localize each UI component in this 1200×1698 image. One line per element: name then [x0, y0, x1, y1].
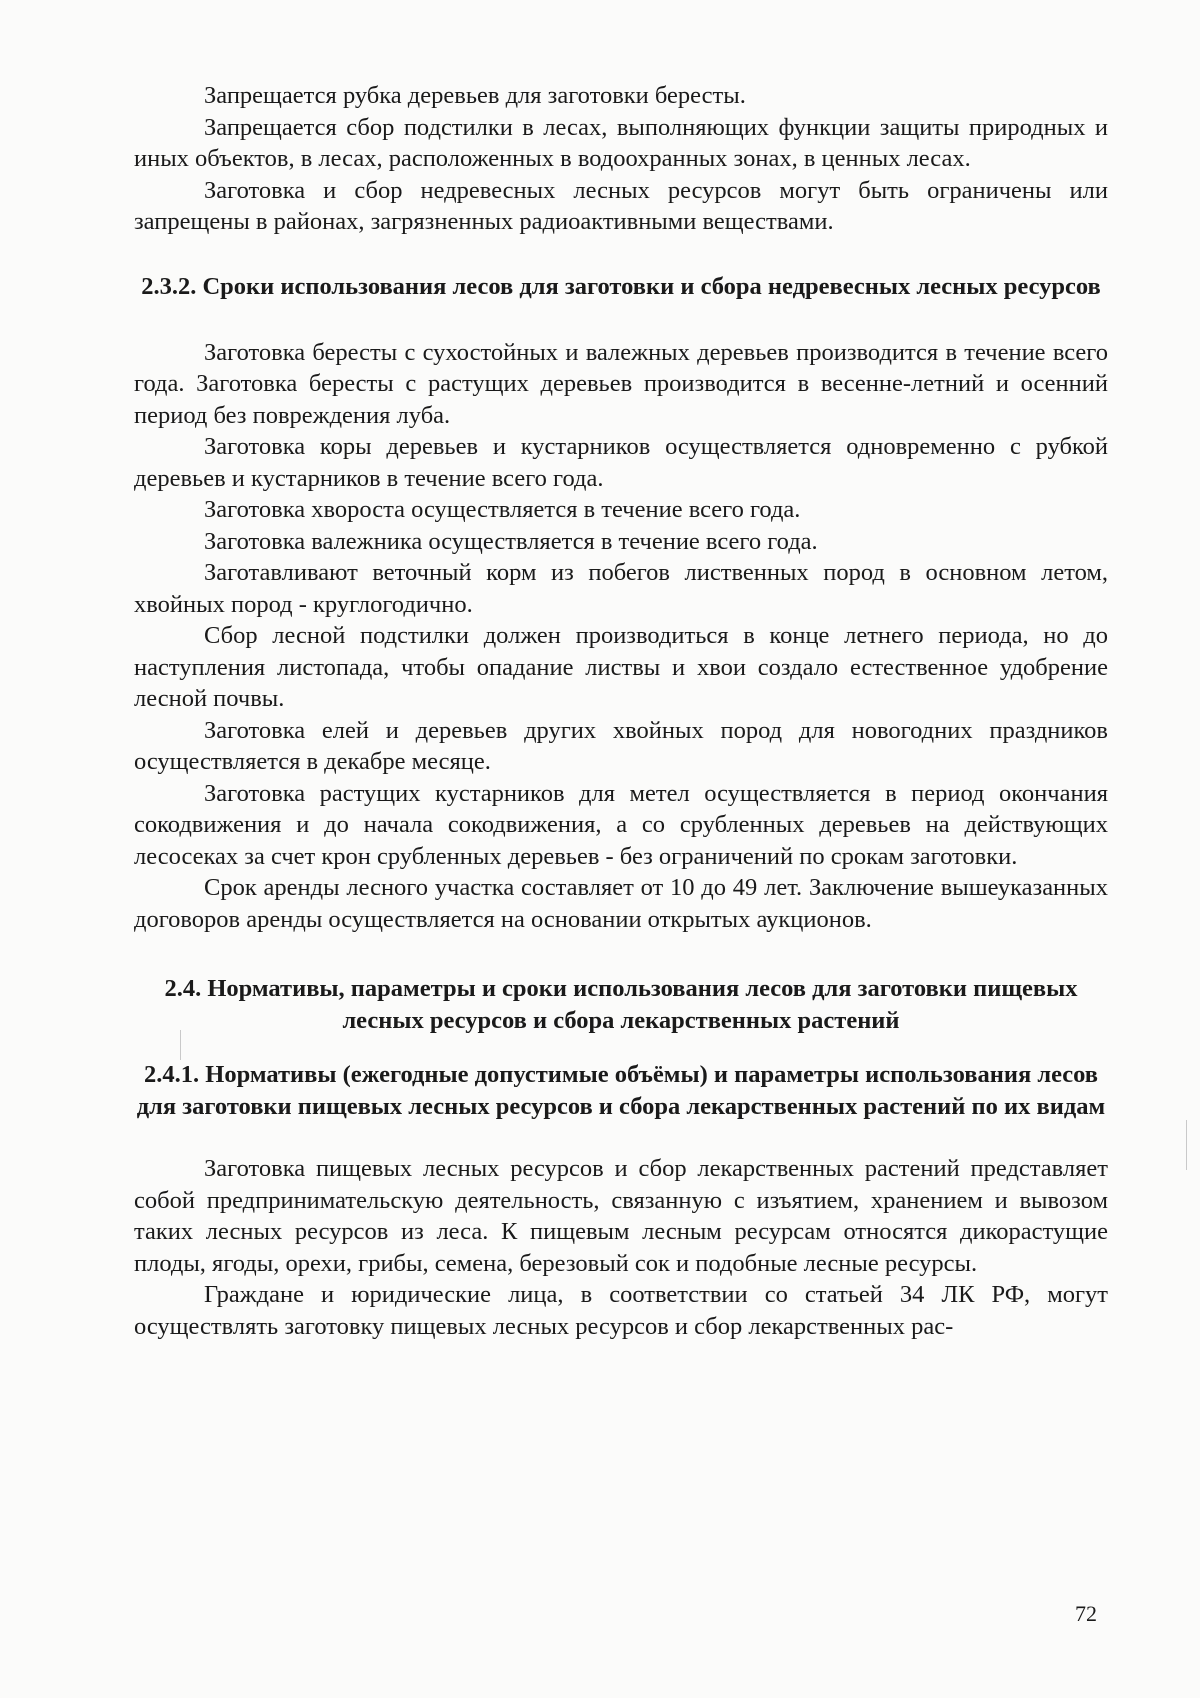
page-number: 72: [1075, 1601, 1097, 1626]
paragraph: Заготовка валежника осуществляется в течение всего года.: [204, 527, 818, 555]
paragraph: Заготавливают веточный корм из побегов лиственных пород в основном летом, хвойных пород - круглогодично.: [134, 559, 1108, 618]
section-heading-2-4-1: 2.4.1. Нормативы (ежегодные допустимые объёмы) и параметры использования лесов для заготовки пищевых лесных ресурсов и сбора лекарственных растений по их видам: [136, 1061, 1106, 1120]
paragraph: Заготовка коры деревьев и кустарников осуществляется одновременно с рубкой деревьев и кустарников в течение всего года.: [134, 433, 1108, 492]
paragraph: Срок аренды лесного участка составляет от 10 до 49 лет. Заключение вышеуказанных договоров аренды осуществляется на основании открытых аукционов.: [134, 874, 1108, 933]
scan-artifact-line: [180, 1030, 181, 1060]
scan-artifact-line: [1186, 1120, 1187, 1170]
section-heading-2-4: 2.4. Нормативы, параметры и сроки использования лесов для заготовки пищевых лесных ресурсов и сбора лекарственных растений: [164, 975, 1078, 1034]
paragraph: Граждане и юридические лица, в соответствии со статьей 34 ЛК РФ, могут осуществлять заготовку пищевых лесных ресурсов и сбор лекарственных рас-: [134, 1281, 1108, 1340]
paragraph: Заготовка и сбор недревесных лесных ресурсов могут быть ограничены или запрещены в районах, загрязненных радиоактивными веществами.: [134, 176, 1108, 235]
paragraph: Запрещается рубка деревьев для заготовки бересты.: [204, 82, 746, 109]
paragraph: Заготовка растущих кустарников для метел осуществляется в период окончания сокодвижения и до начала сокодвижения, а со срубленных деревьев на действующих лесосеках за счет крон срубленных деревьев - без ограничений по срокам заготовки.: [134, 779, 1108, 870]
paragraph: Заготовка елей и деревьев других хвойных пород для новогодних праздников осуществляется в декабре месяце.: [134, 716, 1108, 775]
paragraph: Запрещается сбор подстилки в лесах, выполняющих функции защиты природных и иных объектов, в лесах, расположенных в водоохранных зонах, в ценных лесах.: [134, 113, 1108, 172]
paragraph: Заготовка пищевых лесных ресурсов и сбор лекарственных растений представляет собой предпринимательскую деятельность, связанную с изъятием, хранением и вывозом таких лесных ресурсов из леса. К пищевым лесным ресурсам относятся дикорастущие плоды, ягоды, орехи, грибы, семена, березовый сок и подобные лесные ресурсы.: [134, 1155, 1108, 1277]
section-heading-2-3-2: 2.3.2. Сроки использования лесов для заготовки и сбора недревесных лесных ресурсов: [141, 272, 1101, 300]
paragraph: Заготовка хвороста осуществляется в течение всего года.: [204, 496, 801, 523]
paragraph: Заготовка бересты с сухостойных и валежных деревьев производится в течение всего года. Заготовка бересты с растущих деревьев производится в весенне-летний и осенний период без повреждения луба.: [134, 338, 1108, 429]
paragraph: Сбор лесной подстилки должен производиться в конце летнего периода, но до наступления листопада, чтобы опадание листвы и хвои создало естественное удобрение лесной почвы.: [134, 622, 1108, 712]
